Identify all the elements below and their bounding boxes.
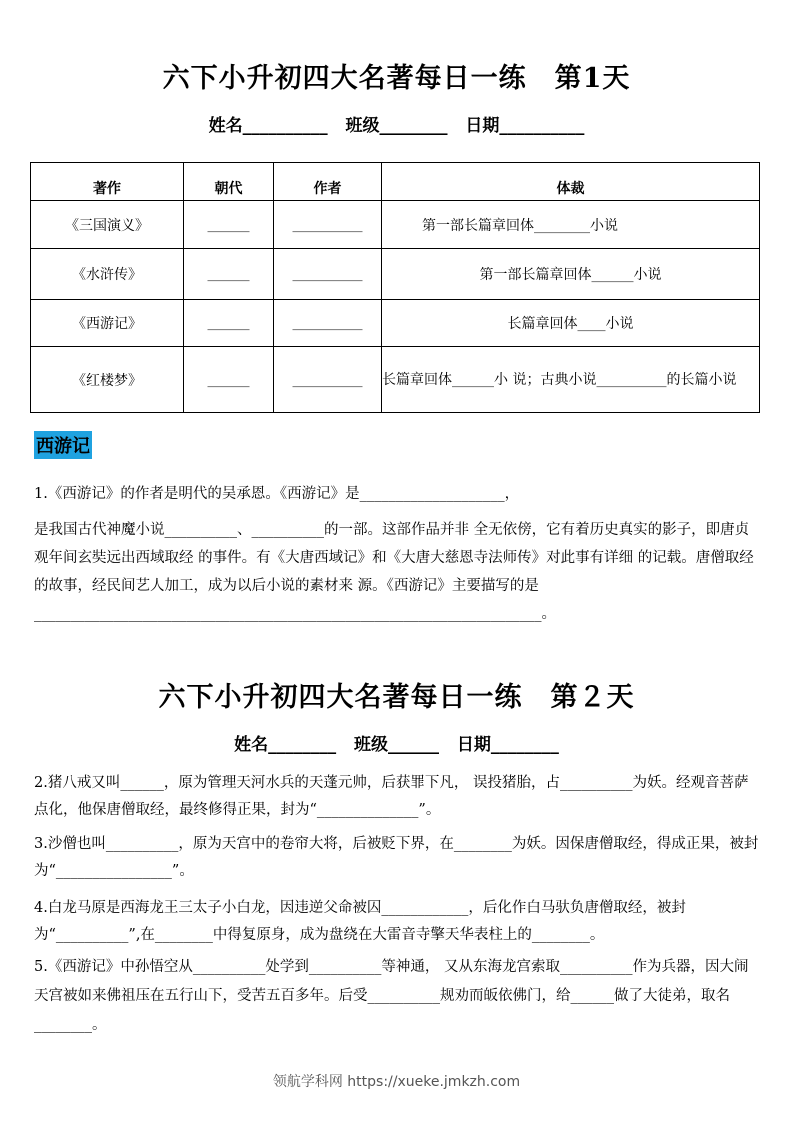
cell-genre: 长篇章回体______小 说；古典小说__________的长篇小说	[382, 347, 760, 413]
date-field: 日期________	[456, 735, 559, 755]
name-field: 姓名__________	[208, 116, 328, 136]
student-info-day1	[0, 111, 793, 136]
section-tag: 西游记	[34, 431, 92, 459]
table-row	[31, 300, 760, 347]
footer-watermark: 领航学科网 https://xueke.jmkzh.com	[272, 1074, 521, 1090]
header-work: 著作	[31, 163, 184, 201]
cell-dynasty: ______	[184, 347, 274, 413]
cell-genre: 长篇章回体____小说	[382, 300, 760, 347]
page-title-day1: 六下小升初四大名著每日一练 第1天	[162, 63, 631, 94]
cell-dynasty: ______	[184, 201, 274, 249]
classics-table	[30, 162, 760, 413]
date-field: 日期__________	[465, 116, 585, 136]
question-1-body: 是我国古代神魔小说__________、__________的一部。这部作品并非 全无依傍，它有着历史真实的影子，即唐贞观年间玄奘远出西域取经 的事件。有《大唐西域记》和《大唐大慈恩寺法师传》对此事有详细 的记载。唐僧取经的故事，经民间艺人加工，成为以后小说的素材来 源。《西游记》主要描写的是______________________________________________________________________。	[34, 522, 754, 622]
cell-author: __________	[274, 347, 382, 413]
page-title-day2: 六下小升初四大名著每日一练 第２天	[158, 682, 635, 713]
cell-dynasty: ______	[184, 249, 274, 300]
cell-work: 《三国演义》	[31, 201, 184, 249]
name-field: 姓名________	[234, 735, 337, 755]
cell-work: 《红楼梦》	[31, 347, 184, 413]
class-field: 班级______	[354, 735, 439, 755]
table-row	[31, 201, 760, 249]
question-1-line1: 1.《西游记》的作者是明代的吴承恩。《西游记》是____________________，	[34, 486, 520, 502]
cell-work: 《水浒传》	[31, 249, 184, 300]
question-2: 2.猪八戒又叫______，原为管理天河水兵的天蓬元帅，后获罪下凡， 误投猪胎，占__________为妖。经观音菩萨点化，他保唐僧取经，最终修得正果，封为“______________”。	[34, 775, 749, 818]
question-4: 4.白龙马原是西海龙王三太子小白龙，因违逆父命被囚____________，后化作白马驮负唐僧取经，被封为“__________”,在________中得复原身，成为盘绕在大雷音寺擎天华表柱上的________。	[34, 900, 686, 943]
question-5: 5.《西游记》中孙悟空从__________处学到__________等神通， 又从东海龙宫索取__________作为兵器，因大闹天宫被如来佛祖压在五行山下，受苦五百多年。后受__________规劝而皈依佛门，给______做了大徒弟，取名________。	[34, 959, 749, 1033]
header-genre: 体裁	[382, 163, 760, 201]
cell-genre: 第一部长篇章回体______小说	[382, 249, 760, 300]
question-3: 3.沙僧也叫__________，原为天宫中的卷帘大将，后被贬下界，在________为妖。因保唐僧取经，得成正果，被封为“________________”。	[34, 836, 759, 879]
cell-author: __________	[274, 249, 382, 300]
student-info-day2	[0, 730, 793, 755]
header-dynasty: 朝代	[184, 163, 274, 201]
class-field: 班级________	[345, 116, 448, 136]
cell-genre: 第一部长篇章回体________小说	[382, 201, 760, 249]
cell-author: __________	[274, 300, 382, 347]
table-header-row	[31, 163, 760, 201]
cell-dynasty: ______	[184, 300, 274, 347]
cell-author: __________	[274, 201, 382, 249]
table-row	[31, 249, 760, 300]
cell-work: 《西游记》	[31, 300, 184, 347]
header-author: 作者	[274, 163, 382, 201]
table-row	[31, 347, 760, 413]
